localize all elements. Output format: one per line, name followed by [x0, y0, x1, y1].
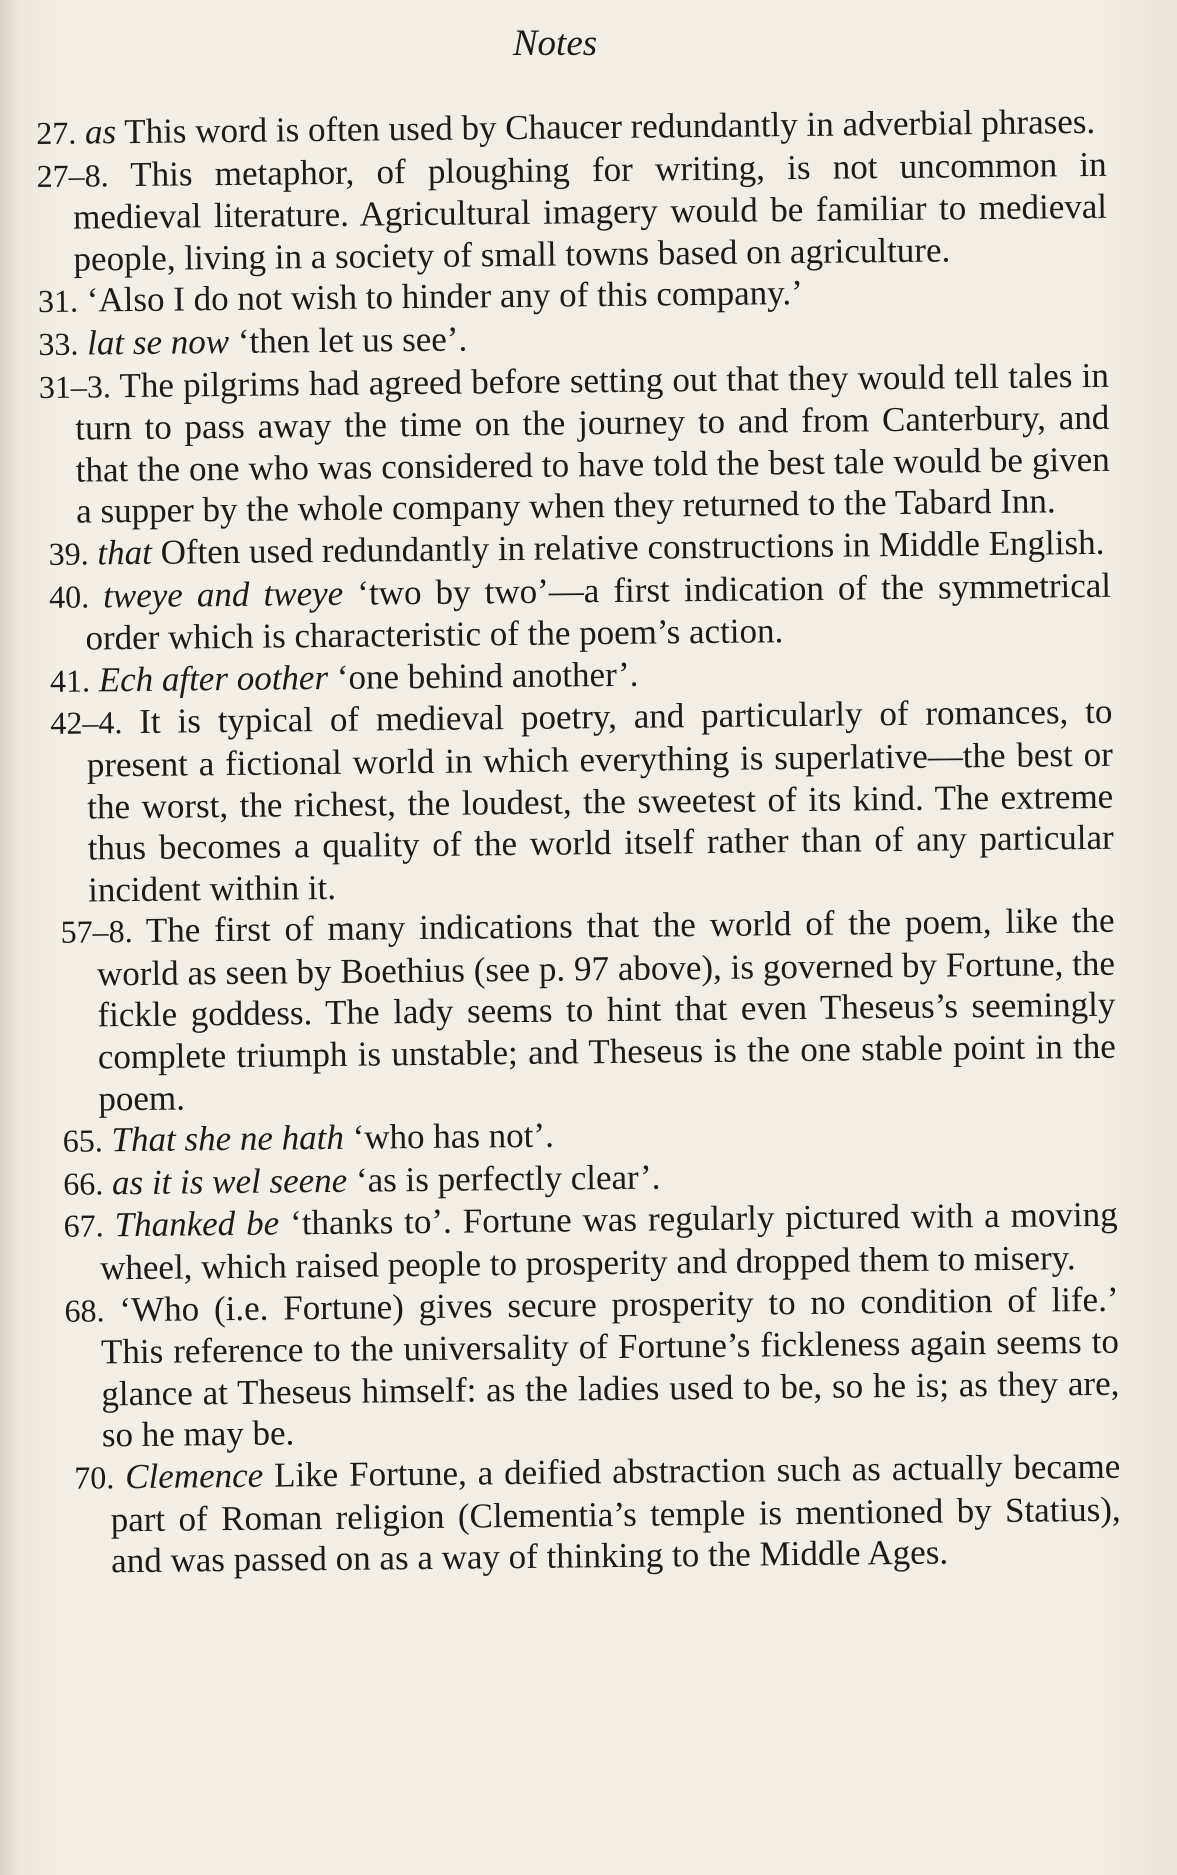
- note-57-8: [60, 900, 1116, 1120]
- gloss: ‘Who (i.e. Fortune) gives secure prosperity to no condition of life.’ This reference to the universality of Fortune’s fickleness again seems to glance at Theseus himself: as the ladies used to be, so he is; as they are, so he may be.: [100, 1279, 1120, 1455]
- note-68: [64, 1278, 1120, 1456]
- line-number: 42–4.: [50, 704, 123, 742]
- note-67: [63, 1194, 1118, 1289]
- line-number: 31–3.: [38, 367, 112, 405]
- gloss: The pilgrims had agreed before setting out that they would tell tales in turn to pass away the time on the journey to and from Canterbury, and that the one who was considered to have told the best tale would be given a supper by the whole company when they returned to the Tabard Inn.: [75, 355, 1110, 531]
- gloss: This word is often used by Chaucer redundantly in adverbial phrases.: [124, 101, 1096, 152]
- gloss: ‘two by two’—a first indication of the symmetrical order which is characteristic of the poem’s action.: [85, 565, 1112, 658]
- gloss: ‘thanks to’. Fortune was regularly pictured with a moving wheel, which raised people to prosperity and dropped them to misery.: [99, 1195, 1118, 1288]
- lemma: tweye and tweye: [102, 573, 344, 615]
- line-number: 41.: [49, 662, 91, 699]
- line-number: 40.: [48, 578, 90, 615]
- lemma: lat se now: [86, 321, 230, 363]
- line-number: 31.: [37, 282, 79, 320]
- line-number: 66.: [63, 1165, 104, 1202]
- gloss: Like Fortune, a deified abstraction such as actually became part of Roman religion (Clementia’s temple is mentioned by Statius), and was passed on as a way of thinking to the Middle Ages.: [110, 1446, 1121, 1581]
- line-number: 27–8.: [36, 156, 109, 194]
- notes-list: [36, 101, 1121, 1583]
- lemma: as it is wel seene: [111, 1160, 348, 1203]
- line-number: 67.: [63, 1207, 104, 1245]
- line-number: 39.: [48, 535, 89, 572]
- lemma: as: [84, 112, 117, 152]
- note-27-8: [36, 143, 1107, 280]
- gloss: ‘then let us see’.: [237, 319, 468, 361]
- gloss: ‘Also I do not wish to hinder any of this company.’: [86, 273, 803, 320]
- gloss: Often used redundantly in relative constructions in Middle English.: [160, 522, 1105, 572]
- gloss: ‘who has not’.: [352, 1115, 555, 1157]
- line-number: 65.: [62, 1122, 103, 1160]
- lemma: Clemence: [124, 1455, 264, 1497]
- line-number: 57–8.: [60, 913, 133, 951]
- lemma: Thanked be: [114, 1203, 280, 1245]
- line-number: 27.: [36, 114, 77, 151]
- gloss: ‘one behind another’.: [336, 654, 639, 697]
- note-40: [49, 564, 1112, 659]
- gloss: This metaphor, of ploughing for writing, is not uncommon in medieval literature. Agricultural imagery would be familiar to medieval people, living in a society of small towns based on agriculture.: [72, 144, 1108, 279]
- note-42-4: [50, 691, 1114, 911]
- gloss: It is typical of medieval poetry, and particularly of romances, to present a fictional world in which everything is superlative—the best or the worst, the richest, the loudest, the sweetest of its kind. The extreme thus becomes a quality of the world itself rather than of any particular incident within it.: [86, 692, 1114, 910]
- gloss: ‘as is perfectly clear’.: [355, 1157, 661, 1200]
- gloss: The first of many indications that the world of the poem, like the world as seen by Boethius (see p. 97 above), is governed by Fortune, the fickle goddess. The lady seems to hint that even Theseus’s seemingly complete triumph is unstable; and Theseus is the one stable point in the poem.: [96, 901, 1117, 1119]
- running-header: Notes: [512, 23, 598, 64]
- lemma: That she ne hath: [111, 1118, 345, 1160]
- note-70: [74, 1446, 1121, 1583]
- note-31-3: [39, 354, 1111, 533]
- lemma: Ech after oother: [98, 657, 329, 700]
- line-number: 70.: [74, 1459, 115, 1496]
- line-number: 33.: [38, 325, 79, 362]
- lemma: that: [97, 532, 153, 573]
- line-number: 68.: [64, 1291, 105, 1329]
